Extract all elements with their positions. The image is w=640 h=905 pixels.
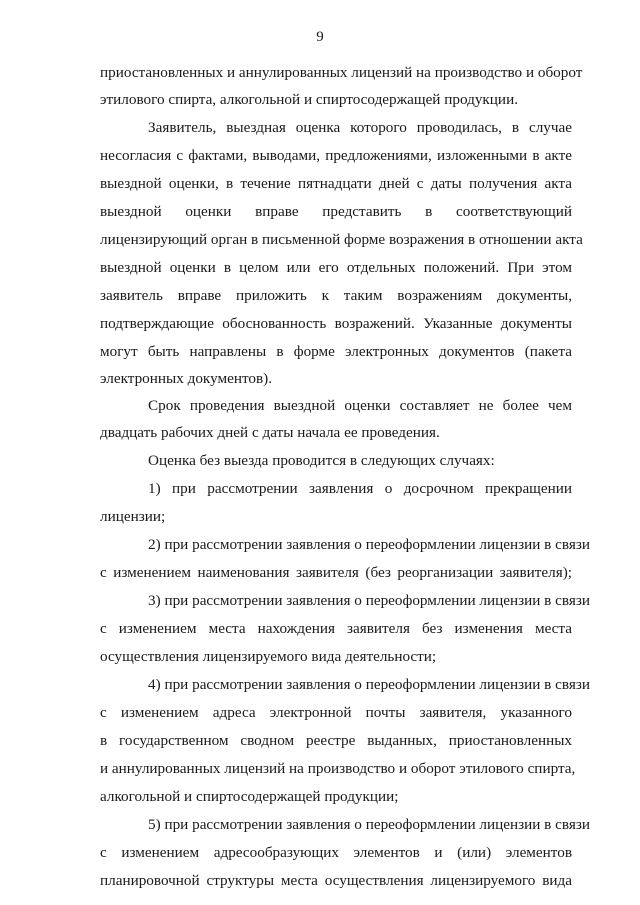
text-line: лицензирующий орган в письменной форме возражения в отношении акта — [100, 231, 583, 248]
text-line: несогласия с фактами, выводами, предложениями, изложенными в акте — [100, 147, 572, 164]
text-line: 3) при рассмотрении заявления о переоформлении лицензии в связи — [148, 592, 590, 609]
text-line: 4) при рассмотрении заявления о переоформлении лицензии в связи — [148, 676, 590, 693]
text-line: этилового спирта, алкогольной и спиртосодержащей продукции. — [100, 91, 518, 108]
text-line: с изменением адресообразующих элементов и (или) элементов — [100, 844, 572, 861]
text-line: 1) при рассмотрении заявления о досрочном прекращении — [148, 480, 572, 497]
text-line: Оценка без выезда проводится в следующих случаях: — [148, 452, 495, 469]
text-line: выездной оценки, в течение пятнадцати дней с даты получения акта — [100, 175, 572, 192]
text-line: могут быть направлены в форме электронных документов (пакета — [100, 343, 572, 360]
text-line: осуществления лицензируемого вида деятельности; — [100, 648, 437, 665]
text-line: алкогольной и спиртосодержащей продукции; — [100, 788, 399, 805]
text-line: подтверждающие обоснованность возражений. Указанные документы — [100, 315, 572, 332]
text-line: выездной оценки в целом или его отдельных положений. При этом — [100, 259, 572, 276]
text-line: с изменением места нахождения заявителя без изменения места — [100, 620, 572, 637]
text-line: планировочной структуры места осуществления лицензируемого вида — [100, 872, 572, 889]
text-line: приостановленных и аннулированных лицензий на производство и оборот — [100, 64, 583, 81]
text-line: в государственном сводном реестре выданных, приостановленных — [100, 732, 572, 749]
text-line: с изменением адреса электронной почты заявителя, указанного — [100, 704, 572, 721]
text-line: Срок проведения выездной оценки составляет не более чем — [148, 397, 572, 414]
text-line: заявитель вправе приложить к таким возражениям документы, — [100, 287, 572, 304]
text-line: 2) при рассмотрении заявления о переоформлении лицензии в связи — [148, 536, 590, 553]
text-line: 5) при рассмотрении заявления о переоформлении лицензии в связи — [148, 816, 590, 833]
text-line: двадцать рабочих дней с даты начала ее проведения. — [100, 424, 440, 441]
text-line: Заявитель, выездная оценка которого проводилась, в случае — [148, 119, 572, 136]
text-line: электронных документов). — [100, 370, 273, 387]
text-line: и аннулированных лицензий на производство и оборот этилового спирта, — [100, 760, 576, 777]
page-number: 9 — [316, 29, 324, 45]
text-line: выездной оценки вправе представить в соответствующий — [100, 203, 572, 220]
text-line: с изменением наименования заявителя (без реорганизации заявителя); — [100, 564, 572, 581]
text-line: лицензии; — [100, 508, 166, 525]
